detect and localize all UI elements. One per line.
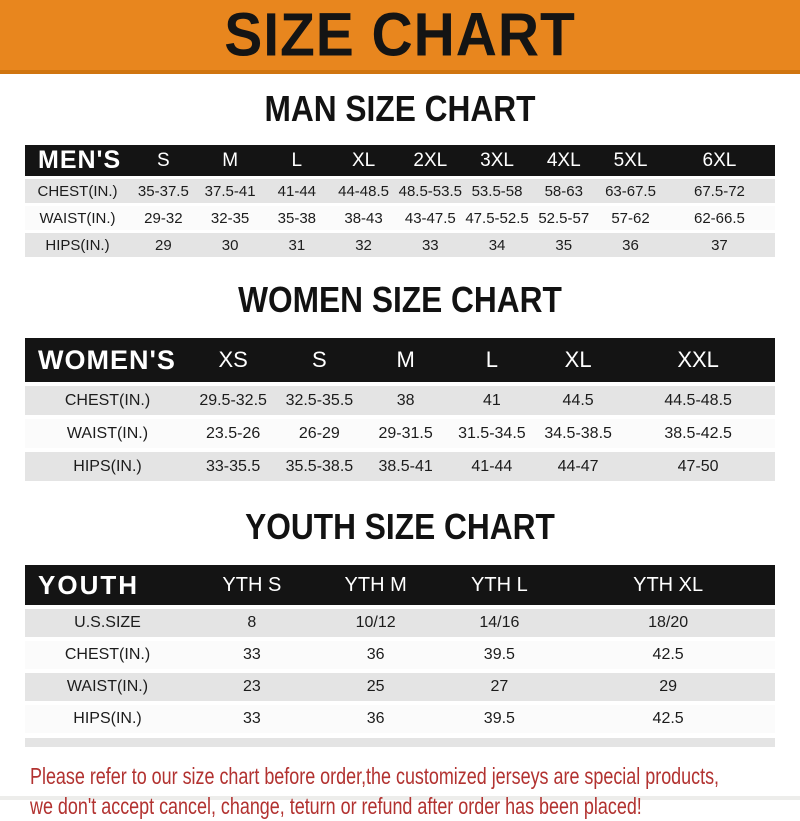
- value-cell: 25: [314, 673, 438, 701]
- value-cell: 62-66.5: [664, 206, 775, 230]
- value-cell: 63-67.5: [597, 179, 664, 203]
- value-cell: 38-43: [330, 206, 397, 230]
- youth-section-heading-text: YOUTH SIZE CHART: [245, 506, 555, 547]
- measurement-row: [25, 673, 775, 701]
- value-cell: 38.5-41: [363, 452, 449, 481]
- value-cell: 26-29: [276, 419, 362, 448]
- value-cell: 43-47.5: [397, 206, 464, 230]
- value-cell: 39.5: [438, 641, 562, 669]
- value-cell: 33: [190, 705, 314, 733]
- value-cell: 35: [530, 233, 597, 257]
- value-cell: 57-62: [597, 206, 664, 230]
- value-cell: 41: [449, 386, 535, 415]
- row-label-cell: HIPS(IN.): [25, 233, 130, 257]
- value-cell: 41-44: [263, 179, 330, 203]
- measurement-row: [25, 179, 775, 203]
- size-header-cell: XL: [535, 338, 621, 382]
- measurement-row: [25, 609, 775, 637]
- row-label-cell: WAIST(IN.): [25, 419, 190, 448]
- value-cell: 38: [363, 386, 449, 415]
- value-cell: 67.5-72: [664, 179, 775, 203]
- value-cell: 29: [130, 233, 197, 257]
- size-header-cell: XS: [190, 338, 276, 382]
- value-cell: 47.5-52.5: [464, 206, 531, 230]
- value-cell: 35-38: [263, 206, 330, 230]
- men-section-heading-text: MAN SIZE CHART: [264, 88, 536, 129]
- men-size-table: [25, 142, 775, 260]
- size-header-cell: YTH L: [438, 565, 562, 605]
- measurement-row: [25, 641, 775, 669]
- size-header-cell: XXL: [621, 338, 775, 382]
- size-header-cell: 3XL: [464, 145, 531, 176]
- value-cell: 35.5-38.5: [276, 452, 362, 481]
- order-notice-line-2: we don't accept cancel, change, teturn or refund after order has been placed!: [30, 793, 642, 819]
- value-cell: 42.5: [561, 705, 775, 733]
- value-cell: 44.5-48.5: [621, 386, 775, 415]
- measurement-row: [25, 206, 775, 230]
- value-cell: 35-37.5: [130, 179, 197, 203]
- table-title-cell: YOUTH: [25, 565, 190, 605]
- size-header-cell: S: [276, 338, 362, 382]
- value-cell: 31.5-34.5: [449, 419, 535, 448]
- value-cell: 42.5: [561, 641, 775, 669]
- order-notice: [30, 761, 800, 821]
- value-cell: 32: [330, 233, 397, 257]
- value-cell: 34: [464, 233, 531, 257]
- value-cell: 32.5-35.5: [276, 386, 362, 415]
- table-title-cell: MEN'S: [25, 145, 130, 176]
- size-header-cell: XL: [330, 145, 397, 176]
- measurement-row: [25, 233, 775, 257]
- value-cell: 27: [438, 673, 562, 701]
- value-cell: 23: [190, 673, 314, 701]
- value-cell: 36: [314, 641, 438, 669]
- value-cell: 47-50: [621, 452, 775, 481]
- value-cell: 41-44: [449, 452, 535, 481]
- value-cell: 14/16: [438, 609, 562, 637]
- order-notice-line-1: Please refer to our size chart before order,the customized jerseys are special products,: [30, 763, 720, 789]
- banner-title: SIZE CHART: [224, 1, 576, 70]
- table-header-row: [25, 565, 775, 605]
- value-cell: 53.5-58: [464, 179, 531, 203]
- value-cell: 29: [561, 673, 775, 701]
- measurement-row: [25, 705, 775, 733]
- value-cell: 44.5: [535, 386, 621, 415]
- size-header-cell: L: [449, 338, 535, 382]
- table-header-row: [25, 145, 775, 176]
- value-cell: 33-35.5: [190, 452, 276, 481]
- size-header-cell: 2XL: [397, 145, 464, 176]
- row-label-cell: WAIST(IN.): [25, 673, 190, 701]
- row-label-cell: CHEST(IN.): [25, 641, 190, 669]
- size-header-cell: M: [363, 338, 449, 382]
- size-header-cell: L: [263, 145, 330, 176]
- row-label-cell: U.S.SIZE: [25, 609, 190, 637]
- value-cell: 48.5-53.5: [397, 179, 464, 203]
- value-cell: 37: [664, 233, 775, 257]
- value-cell: 36: [597, 233, 664, 257]
- value-cell: 34.5-38.5: [535, 419, 621, 448]
- row-label-cell: CHEST(IN.): [25, 179, 130, 203]
- row-label-cell: WAIST(IN.): [25, 206, 130, 230]
- measurement-row: [25, 419, 775, 448]
- youth-section-heading: [0, 506, 800, 547]
- women-section-heading-text: WOMEN SIZE CHART: [238, 279, 562, 320]
- value-cell: 18/20: [561, 609, 775, 637]
- men-section-heading: [0, 88, 800, 129]
- table-title-cell: WOMEN'S: [25, 338, 190, 382]
- row-label-cell: CHEST(IN.): [25, 386, 190, 415]
- value-cell: 33: [190, 641, 314, 669]
- size-header-cell: 5XL: [597, 145, 664, 176]
- value-cell: 31: [263, 233, 330, 257]
- size-header-cell: YTH XL: [561, 565, 775, 605]
- value-cell: 58-63: [530, 179, 597, 203]
- measurement-row: [25, 386, 775, 415]
- size-header-cell: 6XL: [664, 145, 775, 176]
- row-label-cell: HIPS(IN.): [25, 705, 190, 733]
- value-cell: 29-31.5: [363, 419, 449, 448]
- table-header-row: [25, 338, 775, 382]
- value-cell: 32-35: [197, 206, 264, 230]
- value-cell: 10/12: [314, 609, 438, 637]
- value-cell: 29.5-32.5: [190, 386, 276, 415]
- value-cell: 44-47: [535, 452, 621, 481]
- size-header-cell: 4XL: [530, 145, 597, 176]
- youth-size-table: [25, 561, 775, 737]
- value-cell: 8: [190, 609, 314, 637]
- value-cell: 33: [397, 233, 464, 257]
- value-cell: 52.5-57: [530, 206, 597, 230]
- value-cell: 29-32: [130, 206, 197, 230]
- value-cell: 44-48.5: [330, 179, 397, 203]
- youth-table-bottom-strip: [25, 738, 775, 747]
- value-cell: 38.5-42.5: [621, 419, 775, 448]
- size-header-cell: M: [197, 145, 264, 176]
- value-cell: 36: [314, 705, 438, 733]
- size-header-cell: YTH S: [190, 565, 314, 605]
- value-cell: 30: [197, 233, 264, 257]
- value-cell: 39.5: [438, 705, 562, 733]
- measurement-row: [25, 452, 775, 481]
- size-header-cell: S: [130, 145, 197, 176]
- value-cell: 37.5-41: [197, 179, 264, 203]
- size-header-cell: YTH M: [314, 565, 438, 605]
- value-cell: 23.5-26: [190, 419, 276, 448]
- size-chart-banner: [0, 0, 800, 74]
- women-section-heading: [0, 279, 800, 320]
- row-label-cell: HIPS(IN.): [25, 452, 190, 481]
- women-size-table: [25, 334, 775, 485]
